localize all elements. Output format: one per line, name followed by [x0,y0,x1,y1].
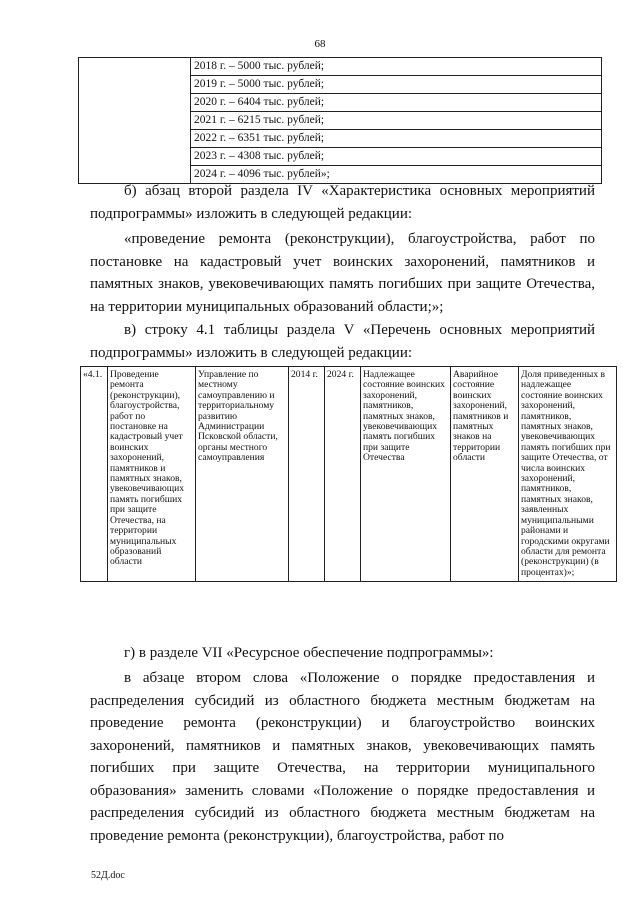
funding-line: 2019 г. – 5000 тыс. рублей; [191,76,601,94]
page-number: 68 [314,38,326,50]
table-row [81,367,617,582]
measures-table [80,366,617,582]
start-year-cell: 2014 г. [289,367,325,582]
funding-line: 2020 г. – 6404 тыс. рублей; [191,94,601,112]
paragraph-b: б) абзац второй раздела IV «Характеристика основных мероприятий подпрограммы» изложить в следующей редакции: [90,183,595,222]
indicator-cell: Доля приведенных в надлежащее состояние воинских захоронений, памятников, памятных знаков, увековечивающих память погибших при защите Отечества, от числа воинских захоронений, памятников, памятных знаков, заявленных муниципальными районами и городскими округами области для ремонта (реконструкции) (в процентах)»; [519,367,617,582]
table-row [79,58,602,184]
paragraph-v: в) строку 4.1 таблицы раздела V «Перечень основных мероприятий подпрограммы» изложить в следующей редакции: [90,322,595,361]
empty-cell [79,58,191,184]
paragraph-g: г) в разделе VII «Ресурсное обеспечение подпрограммы»: [124,645,494,661]
funding-line: 2022 г. – 6351 тыс. рублей; [191,130,601,148]
funding-lines-cell [191,58,602,184]
funding-line: 2023 г. – 4308 тыс. рублей; [191,148,601,166]
funding-line: 2018 г. – 5000 тыс. рублей; [191,58,601,76]
expected-result-cell: Надлежащее состояние воинских захоронений, памятников, памятных знаков, увековечивающих память погибших при защите Отечества [361,367,451,582]
measure-name-cell: Проведение ремонта (реконструкции), благоустройства, работ по постановке на кадастровый учет воинских захоронений, памятников и памятных знаков, увековечивающих память погибших при защите Отечества, на территории муниципальных образований области [108,367,196,582]
funding-line: 2024 г. – 4096 тыс. рублей»; [194,168,330,180]
executor-cell: Управление по местному самоуправлению и территориальному развитию Администрации Псковской области, органы местного самоуправления [196,367,289,582]
end-year-cell: 2024 г. [325,367,361,582]
file-name-footer: 52Д.doc [91,870,125,881]
paragraph-b-quote: «проведение ремонта (реконструкции), благоустройства, работ по постановке на кадастровый учет воинских захоронений, памятников и памятных знаков, увековечивающих память погибших при защите Отечества, на территории муниципальных образований области;»; [90,231,595,315]
row-number-cell: «4.1. [81,367,108,582]
funding-line: 2021 г. – 6215 тыс. рублей; [191,112,601,130]
consequences-cell: Аварийное состояние воинских захоронений, памятников и памятных знаков на территории области [451,367,519,582]
funding-table [78,57,602,184]
paragraph-g-text: в абзаце втором слова «Положение о порядке предоставления и распределения субсидий из областного бюджета местным бюджетам на проведение ремонта (реконструкции) и благоустройство воинских захоронений, памятников и памятных знаков, увековечивающих память погибших при защите Отечества, на территории муниципального образования» заменить словами «Положение о порядке предоставления и распределения субсидий из областного бюджета местным бюджетам на проведение ремонта (реконструкции), благоустройства, работ по [90,670,595,844]
